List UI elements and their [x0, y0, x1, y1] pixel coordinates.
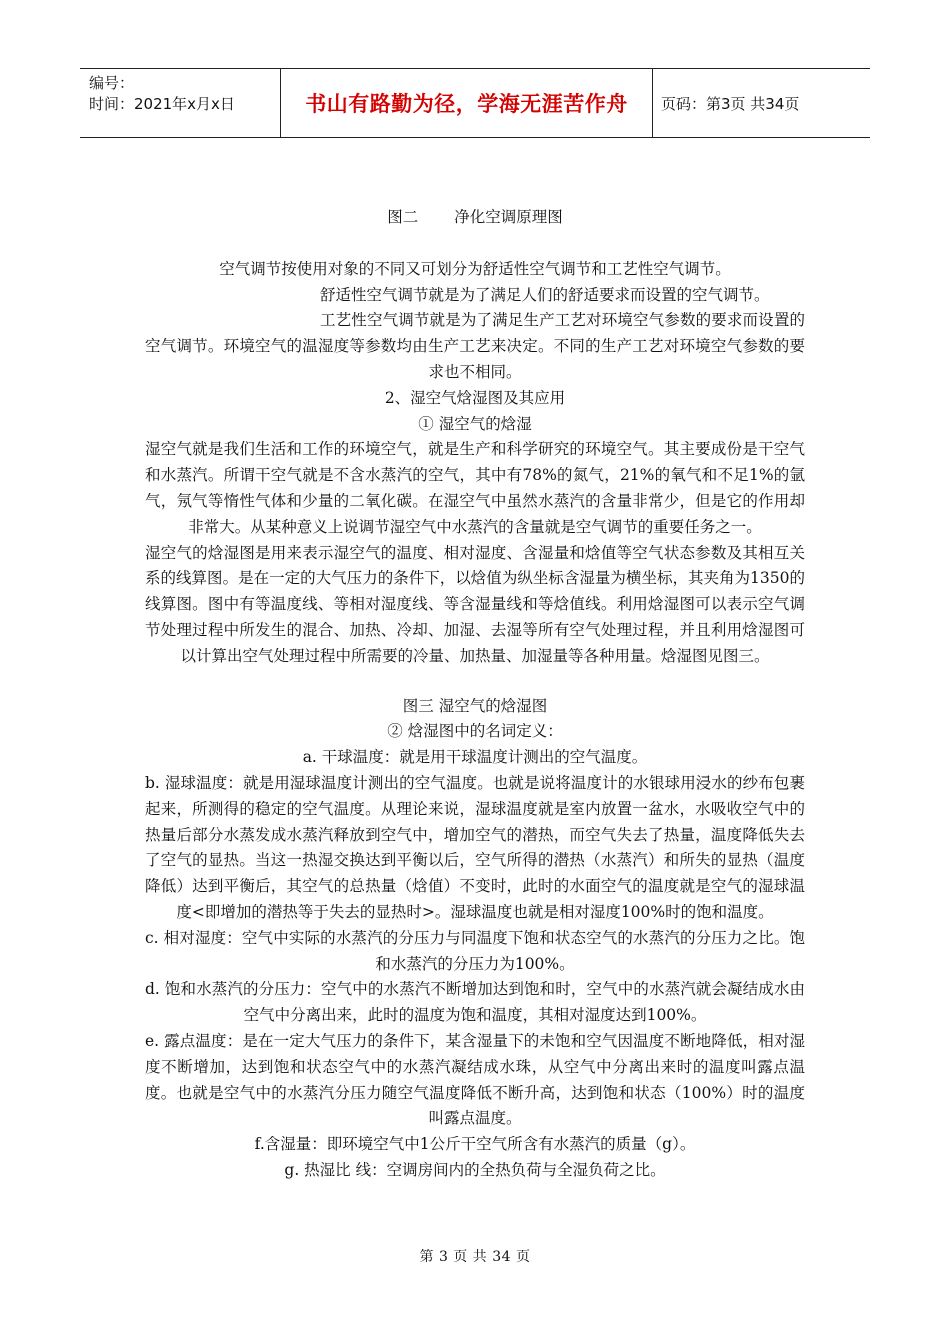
paragraph: 湿空气就是我们生活和工作的环境空气，就是生产和科学研究的环境空气。其主要成份是干空气和水蒸汽。所谓干空气就是不含水蒸汽的空气，其中有78%的氮气，21%的氧气和不足1%的氩气，氖气等惰性气体和少量的二氧化碳。在湿空气中虽然水蒸汽的含量非常少，但是它的作用却非常大。从某种意义上说调节湿空气中水蒸汽的含量就是空气调节的重要任务之一。 [145, 440, 805, 536]
header-meta-cell [80, 69, 281, 137]
motto-text: 书山有路勤为径，学海无涯苦作舟 [305, 92, 628, 116]
subsection-heading: ① 湿空气的焓湿 [418, 414, 532, 433]
document-body [145, 205, 805, 1184]
definition-item: e. 露点温度：是在一定大气压力的条件下，某含湿量下的未饱和空气因温度不断地降低，相对湿度不断增加，达到饱和状态空气中的水蒸汽凝结成水珠，从空气中分离出来时的温度叫露点温度。也就是空气中的水蒸汽分压力随空气温度降低不断升高，达到饱和状态（100%）时的温度叫露点温度。 [145, 1031, 805, 1128]
paragraph: 湿空气的焓湿图是用来表示湿空气的温度、相对湿度、含湿量和焓值等空气状态参数及其相互关系的线算图。是在一定的大气压力的条件下，以焓值为纵坐标含湿量为横坐标，其夹角为1350的线算图。图中有等温度线、等相对湿度线、等含湿量线和等焓值线。利用焓湿图可以表示空气调节处理过程中所发生的混合、加热、冷却、加湿、去湿等所有空气处理过程，并且利用焓湿图可以计算出空气处理过程中所需要的冷量、加热量、加湿量等各种用量。焓湿图见图三。 [145, 543, 805, 665]
section-heading: 2、湿空气焓湿图及其应用 [384, 388, 566, 407]
figure-2-title: 净化空调原理图 [454, 208, 563, 226]
subsection-heading: ② 焓湿图中的名词定义： [387, 722, 563, 741]
definition-item: b. 湿球温度：就是用湿球温度计测出的空气温度。也就是说将温度计的水银球用浸水的纱布包裹起来，所测得的稳定的空气温度。从理论来说，湿球温度就是室内放置一盆水，水吸收空气中的热量后部分水蒸发成水蒸汽释放到空气中，增加空气的潜热，而空气失去了热量，温度降低失去了空气的显热。当这一热湿交换达到平衡以后，空气所得的潜热（水蒸汽）和所失的显热（温度降低）达到平衡后，其空气的总热量（焓值）不变时，此时的水面空气的温度就是空气的湿球温度<即增加的潜热等于失去的显热时>。湿球温度也就是相对湿度100%时的饱和温度。 [145, 773, 805, 921]
definition-item: a. 干球温度：就是用干球温度计测出的空气温度。 [302, 748, 648, 767]
page-info: 页码：第3页 共34页 [661, 94, 800, 113]
time-label: 时间：2021年x月x日 [89, 95, 235, 113]
motto-cell [281, 69, 653, 137]
definition-item: f.含湿量：即环境空气中1公斤干空气所含有水蒸汽的质量（g）。 [254, 1135, 696, 1154]
definition-item: c. 相对湿度：空气中实际的水蒸汽的分压力与同温度下饱和状态空气的水蒸汽的分压力之比。饱和水蒸汽的分压力为100%。 [145, 928, 805, 973]
page-info-cell [653, 69, 870, 137]
definition-item: d. 饱和水蒸汽的分压力：空气中的水蒸汽不断增加达到饱和时，空气中的水蒸汽就会凝结成水由空气中分离出来，此时的温度为饱和温度，其相对湿度达到100%。 [145, 980, 805, 1025]
figure-3-caption: 图三 湿空气的焓湿图 [402, 696, 548, 715]
paragraph: 空气调节按使用对象的不同又可划分为舒适性空气调节和工艺性空气调节。 [219, 259, 731, 278]
document-header [80, 68, 870, 138]
page-footer: 第 3 页 共 34 页 [419, 1249, 531, 1265]
definition-item: g. 热湿比 线：空调房间内的全热负荷与全湿负荷之比。 [284, 1160, 666, 1179]
code-label: 编号： [89, 74, 135, 92]
figure-2-number: 图二 [387, 208, 419, 226]
paragraph: 舒适性空气调节就是为了满足人们的舒适要求而设置的空气调节。 [320, 285, 770, 304]
figure-2-caption [145, 205, 805, 231]
paragraph: 工艺性空气调节就是为了满足生产工艺对环境空气参数的要求而设置的空气调节。环境空气的温湿度等参数均由生产工艺来决定。不同的生产工艺对环境空气参数的要求也不相同。 [145, 311, 805, 381]
